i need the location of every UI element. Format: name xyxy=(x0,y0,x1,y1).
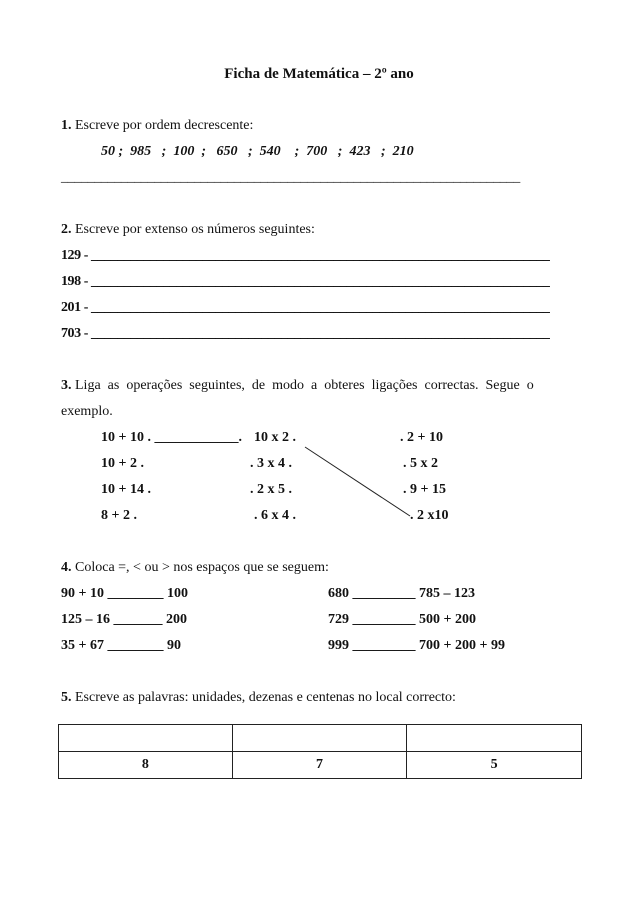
question-2-item: 703 - ______________________________________________________________________ xyxy=(61,326,550,341)
place-value-digit: 8 xyxy=(59,752,233,779)
q3-right-op: . 5 x 2 xyxy=(403,456,438,471)
place-value-blank-cell[interactable] xyxy=(407,725,582,752)
q3-right-op: . 2 + 10 xyxy=(400,430,443,445)
q3-right-op: . 9 + 15 xyxy=(403,482,446,497)
q4-comparison: 680 _________ 785 – 123 xyxy=(328,586,475,601)
question-4-prompt xyxy=(61,560,329,576)
q3-left-op: 10 + 14 . xyxy=(101,482,151,497)
q3-middle-op: . 6 x 4 . xyxy=(254,508,296,523)
q3-middle-op: . 2 x 5 . xyxy=(250,482,292,497)
place-value-table xyxy=(58,724,582,779)
question-2-text: Escreve por extenso os números seguintes: xyxy=(75,222,315,237)
question-2-item: 201 - ______________________________________________________________________ xyxy=(61,300,550,315)
question-5-text: Escreve as palavras: unidades, dezenas e centenas no local correcto: xyxy=(75,690,456,705)
place-value-digit: 7 xyxy=(232,752,407,779)
place-value-digit: 5 xyxy=(407,752,582,779)
question-3-number: 3. xyxy=(61,378,72,393)
q3-middle-op: 10 x 2 . xyxy=(254,430,296,445)
q4-comparison: 729 _________ 500 + 200 xyxy=(328,612,476,627)
question-5-prompt xyxy=(61,690,456,706)
page-title: Ficha de Matemática – 2º ano xyxy=(224,66,414,82)
question-3-prompt-cont: exemplo. xyxy=(61,404,113,419)
place-value-digit-row xyxy=(59,752,582,779)
question-1-text: Escreve por ordem decrescente: xyxy=(75,118,254,133)
q3-right-op: . 2 x10 xyxy=(410,508,449,523)
place-value-blank-cell[interactable] xyxy=(59,725,233,752)
question-2-item: 198 - ______________________________________________________________________ xyxy=(61,274,550,289)
question-5-number: 5. xyxy=(61,690,72,705)
q4-comparison: 35 + 67 ________ 90 xyxy=(61,638,181,653)
place-value-blank-cell[interactable] xyxy=(232,725,407,752)
question-1-numbers: 50 ; 985 ; 100 ; 650 ; 540 ; 700 ; 423 ; 210 xyxy=(101,144,414,159)
place-value-header-row xyxy=(59,725,582,752)
q3-middle-op: . 3 x 4 . xyxy=(250,456,292,471)
q3-left-op: 10 + 2 . xyxy=(101,456,144,471)
question-3-text: Liga as operações seguintes, de modo a obteres ligações correctas. Segue o xyxy=(75,378,534,393)
question-4-number: 4. xyxy=(61,560,72,575)
question-2-item: 129 - ______________________________________________________________________ xyxy=(61,248,550,263)
q4-comparison: 125 – 16 _______ 200 xyxy=(61,612,187,627)
q4-comparison: 999 _________ 700 + 200 + 99 xyxy=(328,638,505,653)
q3-left-op: 8 + 2 . xyxy=(101,508,137,523)
q4-comparison: 90 + 10 ________ 100 xyxy=(61,586,188,601)
question-1-answer-line: _____________________________________________________________________ xyxy=(61,170,520,185)
q3-left-op: 10 + 10 . ____________. xyxy=(101,430,242,445)
question-4-text: Coloca =, < ou > nos espaços que se seguem: xyxy=(75,560,329,575)
question-1-number: 1. xyxy=(61,118,72,133)
question-2-number: 2. xyxy=(61,222,72,237)
